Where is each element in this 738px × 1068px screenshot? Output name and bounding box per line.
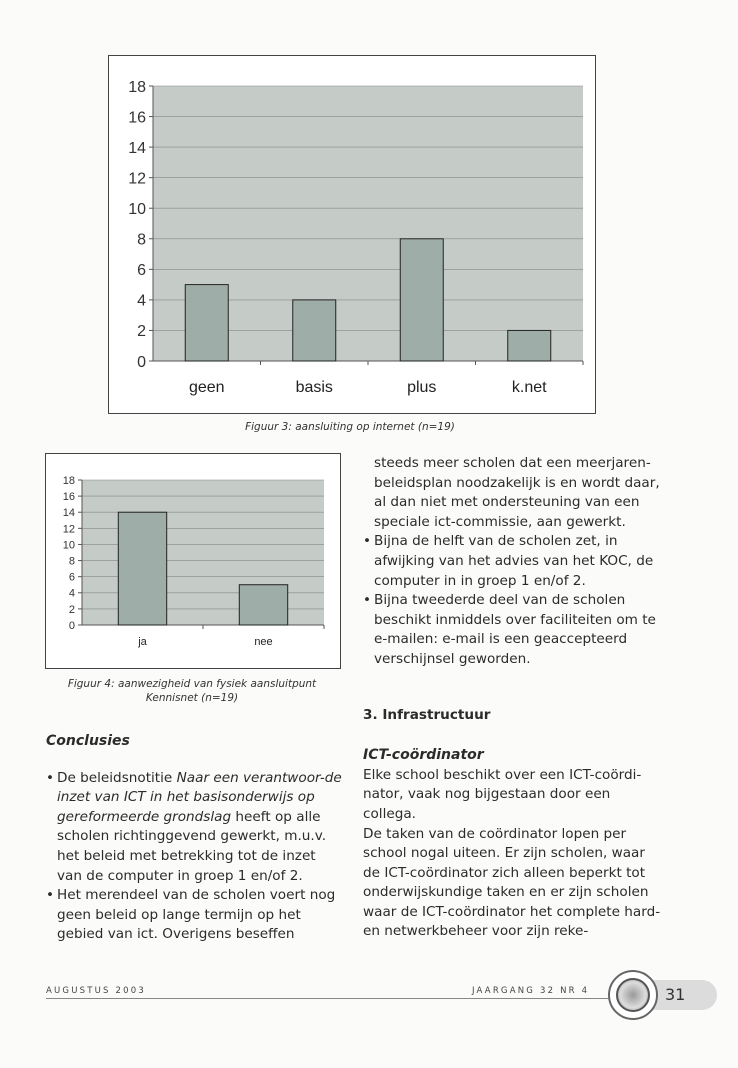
y-tick-label: 6 — [68, 571, 75, 584]
y-tick-label: 16 — [128, 109, 146, 127]
right-bullet-list — [363, 532, 663, 669]
right-bullet-1: • Bijna de helft van de scholen zet, in afwijking van het advies van het KOC, de computer in in groep 1 en/of 2. — [363, 532, 663, 591]
figure-3-svg — [109, 56, 595, 413]
figure-3-chart — [108, 55, 596, 414]
footer-date: AUGUSTUS 2003 — [46, 986, 146, 996]
x-tick-label: nee — [254, 636, 273, 648]
x-tick-label: geen — [188, 379, 225, 396]
y-tick-label: 14 — [62, 507, 75, 520]
x-tick-label: plus — [407, 379, 437, 396]
figure-4-caption — [40, 677, 344, 705]
page-number: 31 — [665, 985, 686, 1004]
bar-nee — [239, 585, 287, 625]
policy-title: Naar een verantwoor-de inzet van ICT in het basisonderwijs op gereformeerde grondslag — [57, 769, 342, 825]
section-heading: 3. Infrastructuur — [363, 706, 491, 723]
footer-issue: JAARGANG 32 NR 4 — [472, 986, 590, 996]
continuation-text: steeds meer scholen dat een meerjaren-beleidsplan noodzakelijk is en wordt daar, al dan niet met ondersteuning van een speciale ict-commissie, aan gewerkt. — [374, 455, 660, 530]
y-tick-label: 0 — [137, 353, 146, 371]
right-column — [363, 454, 663, 942]
y-tick-label: 10 — [128, 200, 146, 218]
y-tick-label: 8 — [68, 555, 75, 568]
figure-4-chart — [45, 453, 341, 669]
x-tick-label: ja — [138, 636, 147, 648]
figure-3-caption: Figuur 3: aansluiting op internet (n=19) — [245, 421, 455, 433]
y-tick-label: 10 — [62, 539, 75, 552]
y-tick-label: 4 — [68, 587, 75, 600]
seal-logo-icon — [608, 970, 658, 1020]
bar-k.net — [508, 330, 551, 361]
conclusion-1-post: heeft op alle scholen richtinggevend gewerkt, m.u.v. het beleid met betrekking tot de inzet van de computer in groep 1 en/of 2. — [57, 808, 327, 884]
y-tick-label: 14 — [128, 139, 146, 157]
left-column — [46, 732, 342, 945]
conclusion-item-2: • Het merendeel van de scholen voert nog geen beleid op lange termijn op het gebied van ict. Overigens beseffen — [46, 886, 342, 945]
footer-rule — [46, 998, 621, 999]
right-bullet-2: • Bijna tweederde deel van de scholen beschikt inmiddels over faciliteiten om te e-mailen: e-mail is een geaccepteerd verschijnsel geworden. — [363, 591, 663, 669]
ict-coordinator-heading: ICT-coördinator — [363, 747, 484, 764]
y-tick-label: 18 — [128, 78, 146, 96]
y-tick-label: 2 — [68, 603, 75, 616]
conclusion-1-pre: De beleidsnotitie — [57, 769, 177, 786]
y-tick-label: 16 — [62, 491, 75, 504]
infrastructure-paragraph-2: De taken van de coördinator lopen per school nogal uiteen. Er zijn scholen, waar de ICT-coördinator zich alleen beperkt tot onderwijskundige taken en er zijn scholen waar de ICT-coördinator het complete hard- en netwerkbeheer voor zijn reke- — [363, 825, 661, 940]
conclusions-list — [46, 769, 342, 945]
y-tick-label: 8 — [137, 231, 146, 249]
y-tick-label: 2 — [137, 323, 146, 341]
x-tick-label: basis — [295, 379, 333, 396]
bar-geen — [185, 285, 228, 361]
y-tick-label: 12 — [62, 523, 75, 536]
conclusion-item-1 — [46, 769, 342, 887]
bar-plus — [400, 239, 443, 361]
y-tick-label: 18 — [62, 474, 75, 487]
y-tick-label: 0 — [68, 619, 75, 632]
conclusions-heading: Conclusies — [46, 733, 130, 749]
y-tick-label: 12 — [128, 170, 146, 188]
figure-4-svg — [46, 454, 340, 668]
y-tick-label: 4 — [137, 292, 146, 310]
bar-basis — [293, 300, 336, 361]
infrastructure-paragraph-1: Elke school beschikt over een ICT-coördi-nator, vaak nog bijgestaan door een collega. — [363, 766, 642, 822]
bar-ja — [118, 512, 166, 625]
figure-4-caption-line1: Figuur 4: aanwezigheid van fysiek aansluitpunt — [67, 678, 317, 690]
figure-4-caption-line2: Kennisnet (n=19) — [145, 692, 239, 704]
x-tick-label: k.net — [511, 379, 547, 396]
y-tick-label: 6 — [137, 262, 146, 280]
